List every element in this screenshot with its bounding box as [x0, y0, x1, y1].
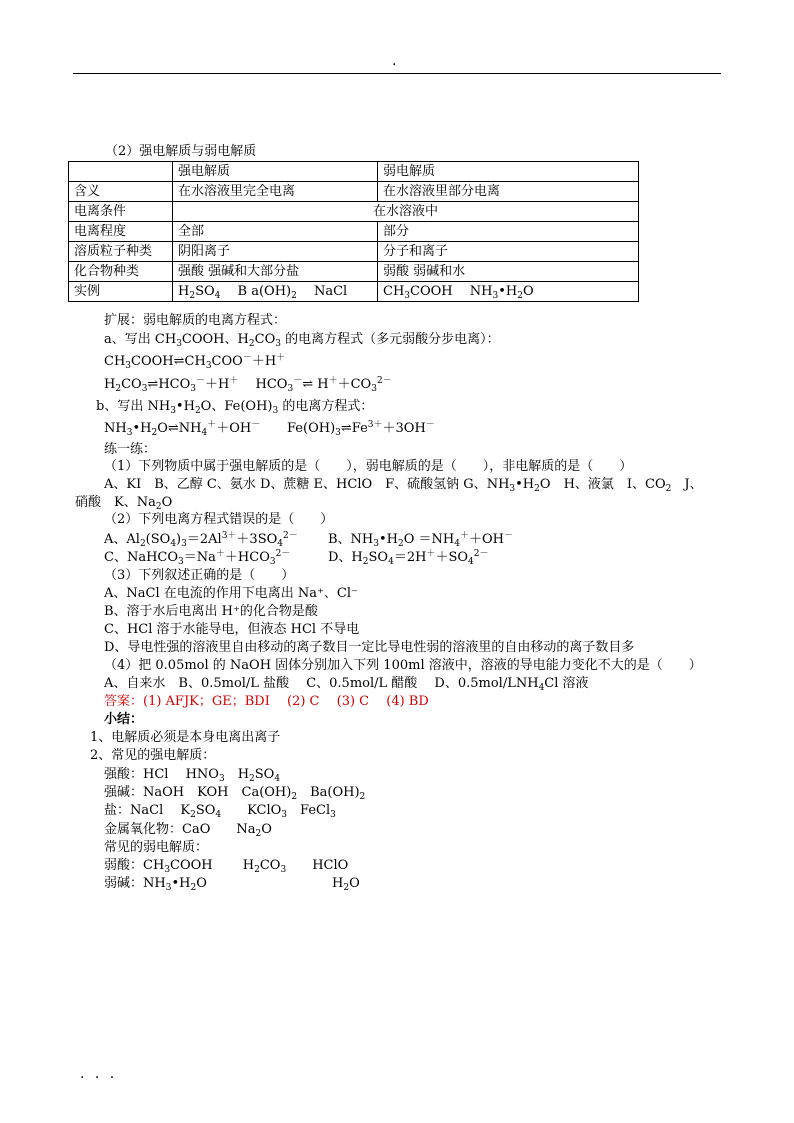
weak-acid-label: 弱酸： — [104, 858, 144, 873]
extension-b-prefix: b、写出 — [96, 399, 148, 414]
metal-oxides: 金属氧化物：CaO $Na_2O$ — [104, 822, 272, 839]
strong-cell: 在水溶液里完全电离 — [173, 182, 378, 202]
extension-a: a、写出 $CH_3COOH$、$H_2CO_3$ 的电离方程式（多元弱酸分步电离）： — [104, 332, 500, 349]
row-label: 溶质粒子种类 — [69, 242, 173, 262]
row-label: 电离条件 — [69, 202, 173, 222]
practice-title: 练一练： — [104, 442, 157, 457]
strong-cell: 全部 — [173, 222, 378, 242]
extension-a-prefix: a、写出 — [104, 332, 155, 347]
table-row — [69, 262, 639, 282]
summary-point-2: 2、常见的强电解质： — [90, 748, 216, 763]
extension-title: 扩展：弱电解质的电离方程式： — [104, 313, 287, 328]
strong-base-label: 强碱： — [104, 785, 144, 800]
weak-cell: 弱酸 弱碱和水 — [378, 262, 639, 282]
strong-cell: 强酸 强碱和大部分盐 — [173, 262, 378, 282]
table-row — [69, 202, 639, 222]
strong-acids: 强酸：HCl $HNO_3$ $H_2SO_4$ — [104, 767, 281, 784]
section-title: （2）强电解质与弱电解质 — [105, 144, 257, 159]
extension-a-suffix: 的电离方程式（多元弱酸分步电离）： — [280, 332, 500, 347]
salt-label: 盐： — [104, 803, 131, 818]
q1-options-part-a: A、KI B、乙醇 C、氨水 D、蔗糖 E、HClO F、硫酸氢钠 G、 — [104, 477, 487, 492]
table-head-row — [69, 162, 639, 182]
q2-option-c: C、$NaHCO_3=Na^++HCO_3^{2-}$ — [104, 549, 291, 567]
question-3: （3）下列叙述正确的是（ ） — [104, 568, 295, 583]
summary-point-1: 1、电解质必须是本身电离出离子 — [90, 730, 281, 745]
oxide-label: 金属氧化物： — [104, 822, 183, 837]
weak-bases: 弱碱：$NH_3•H_2O$ — [104, 876, 207, 893]
weak-electrolyte-title: 常见的弱电解质： — [104, 840, 209, 855]
table-row — [69, 182, 639, 202]
answer-line: 答案：(1) AFJK；GE；BDI (2) C (3) C (4) BD — [104, 694, 429, 709]
question-4: （4）把 0.05mol 的 NaOH 固体分别加入下列 100ml 溶液中，溶液的导电能力变化不大的是（ ） — [104, 658, 702, 673]
extension-b-suffix: 的电离方程式： — [278, 399, 374, 414]
salts: 盐：NaCl $K_2SO_4$ KClO$_3$ FeCl$_3$ — [104, 803, 336, 820]
weak-cell: 在水溶液里部分电离 — [378, 182, 639, 202]
weak-cell: 部分 — [378, 222, 639, 242]
table-row — [69, 282, 639, 302]
strong-cell: 阴阳离子 — [173, 242, 378, 262]
water: $H_2O$ — [332, 876, 360, 893]
row-label: 含义 — [69, 182, 173, 202]
row-label: 实例 — [69, 282, 173, 302]
table-head-cell: 弱电解质 — [378, 162, 639, 182]
header-mark: . — [392, 53, 397, 69]
table-head-cell: 强电解质 — [173, 162, 378, 182]
strong-acid-label: 强酸： — [104, 767, 144, 782]
row-label: 电离程度 — [69, 222, 173, 242]
equation-iron-hydroxide: $Fe(OH)_3\rightleftharpoons Fe^{3+}+3OH^-$ — [287, 420, 435, 438]
extension-b-mid: 、 — [211, 399, 225, 414]
q1-options-part-b: H、液氯 I、 — [550, 477, 646, 492]
q3-option-b: B、溶于水后电离出 H⁺的化合物是酸 — [104, 604, 318, 619]
table-head-cell — [69, 162, 173, 182]
q3-option-a: A、NaCl 在电流的作用下电离出 Na⁺、Cl⁻ — [104, 586, 358, 601]
q3-option-d: D、导电性强的溶液里自由移动的离子数目一定比导电性弱的溶液里的自由移动的离子数目多 — [104, 640, 635, 655]
table-row — [69, 242, 639, 262]
question-1-options: A、KI B、乙醇 C、氨水 D、蔗糖 E、HClO F、硫酸氢钠 G、$NH_3•H_2O$ H、液氯 I、$CO_2$ J、 — [104, 477, 703, 494]
equation-ammonia: $NH_3•H_2O\rightleftharpoons NH_4^++OH^-$ — [104, 420, 261, 438]
summary-title: 小结： — [104, 712, 144, 727]
electrolyte-table — [68, 161, 639, 302]
strong-example-cell: $H_2SO_4$ B $a(OH)_2$ NaCl — [173, 282, 378, 302]
question-2: （2）下列电离方程式错误的是（ ） — [104, 512, 334, 527]
header-rule — [73, 73, 721, 74]
question-1: （1）下列物质中属于强电解质的是（ ），弱电解质的是（ ），非电解质的是（ ） — [104, 459, 633, 474]
q2-option-b: B、$NH_3•H_2O =NH_4^++OH^-$ — [328, 531, 514, 549]
equation-carbonic: $H_2CO_3\rightleftharpoons HCO_3^-+H^+$ $HCO_3^-\rightleftharpoons$ $H^++CO_3^{2-}$ — [104, 376, 392, 394]
q4-options-part-b: Cl 溶液 — [544, 676, 589, 691]
table-row — [69, 222, 639, 242]
weak-base-label: 弱碱： — [104, 876, 144, 891]
row-label: 化合物种类 — [69, 262, 173, 282]
strong-bases: 强碱：NaOH KOH $Ca(OH)_2$ $Ba(OH)_2$ — [104, 785, 366, 802]
q3-option-c: C、HCl 溶于水能导电，但液态 HCl 不导电 — [104, 622, 360, 637]
q2-option-a: A、$Al_2(SO_4)_3=2Al^{3+}+3SO_4^{2-}$ — [104, 531, 298, 549]
question-1-options-cont: 硝酸 K、$Na_2O$ — [75, 495, 173, 512]
q2-option-d: D、$H_2SO_4=2H^++SO_4^{2-}$ — [328, 549, 489, 567]
footer-mark: . . . — [80, 1066, 118, 1082]
q4-options-part-a: A、自来水 B、0.5mol/L 盐酸 C、0.5mol/L 醋酸 D、0.5mol/LNH — [104, 676, 539, 691]
merged-cell: 在水溶液中 — [173, 202, 639, 222]
extension-b: b、写出 $NH_3•H_2O$、$Fe(OH)_3$ 的电离方程式： — [96, 399, 374, 416]
q1-options-part-c: J、 — [671, 477, 703, 492]
q1-options-part-d: 硝酸 K、 — [75, 495, 137, 510]
equation-acetic: $CH_3COOH\rightleftharpoons CH_3COO^-+H^+$ — [104, 353, 286, 371]
weak-acids: 弱酸：$CH_3COOH$ $H_2CO_3$ HClO — [104, 858, 349, 875]
extension-a-mid: 、 — [224, 332, 238, 347]
weak-example-cell: $CH_3COOH$ $NH_3•H_2O$ — [378, 282, 639, 302]
q4-options: A、自来水 B、0.5mol/L 盐酸 C、0.5mol/L 醋酸 D、$0.5mol/LNH_4Cl$ 溶液 — [104, 676, 589, 693]
weak-cell: 分子和离子 — [378, 242, 639, 262]
